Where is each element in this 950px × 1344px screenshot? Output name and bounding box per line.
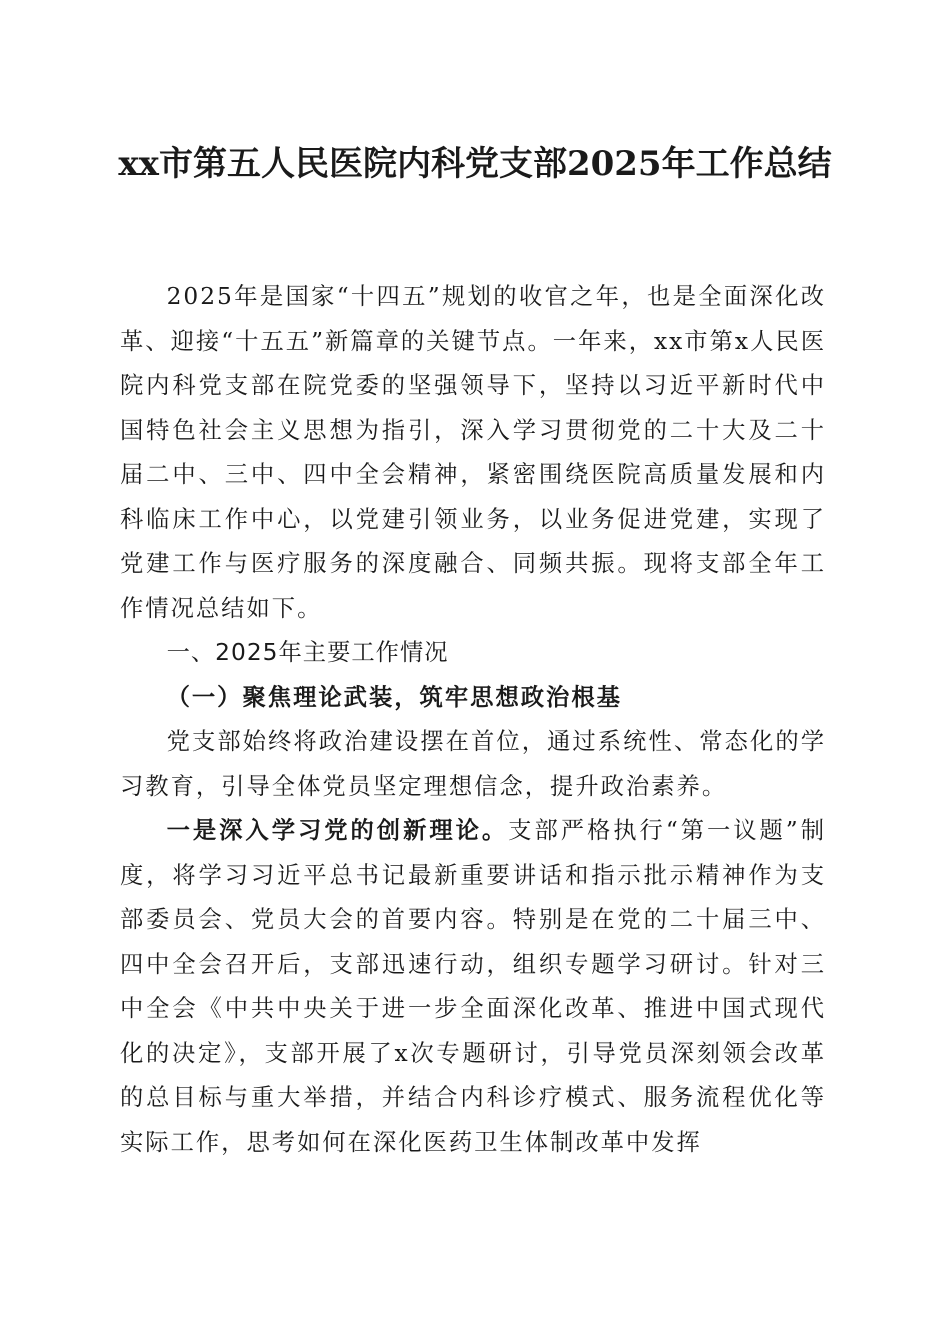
document-body [120, 275, 826, 1165]
point-lead: 一是深入学习党的创新理论。 [166, 817, 509, 844]
section-heading-1: 一、2025年主要工作情况 [166, 639, 449, 666]
point-body: 支部严格执行“第一议题”制度，将学习习近平总书记最新重要讲话和指示批示精神作为支部委员会、党员大会的首要内容。特别是在党的二十届三中、四中全会召开后，支部迅速行动，组织专题学习研讨。针对三中全会《中共中央关于进一步全面深化改革、推进中国式现代化的决定》，支部开展了x次专题研讨，引导党员深刻领会改革的总目标与重大举措，并结合内科诊疗模式、服务流程优化等实际工作，思考如何在深化医药卫生体制改革中发挥 [120, 817, 826, 1156]
subsection-heading-1: （一）聚焦理论武装，筑牢思想政治根基 [166, 683, 622, 711]
subsection-intro-paragraph: 党支部始终将政治建设摆在首位，通过系统性、常态化的学习教育，引导全体党员坚定理想信念，提升政治素养。 [120, 728, 826, 800]
document-title: xx市第五人民医院内科党支部2025年工作总结 [118, 144, 832, 184]
point-paragraph-1 [120, 809, 826, 1165]
intro-paragraph: 2025年是国家“十四五”规划的收官之年，也是全面深化改革、迎接“十五五”新篇章的关键节点。一年来，xx市第x人民医院内科党支部在院党委的坚强领导下，坚持以习近平新时代中国特色社会主义思想为指引，深入学习贯彻党的二十大及二十届二中、三中、四中全会精神，紧密围绕医院高质量发展和内科临床工作中心，以党建引领业务，以业务促进党建，实现了党建工作与医疗服务的深度融合、同频共振。现将支部全年工作情况总结如下。 [120, 283, 826, 622]
